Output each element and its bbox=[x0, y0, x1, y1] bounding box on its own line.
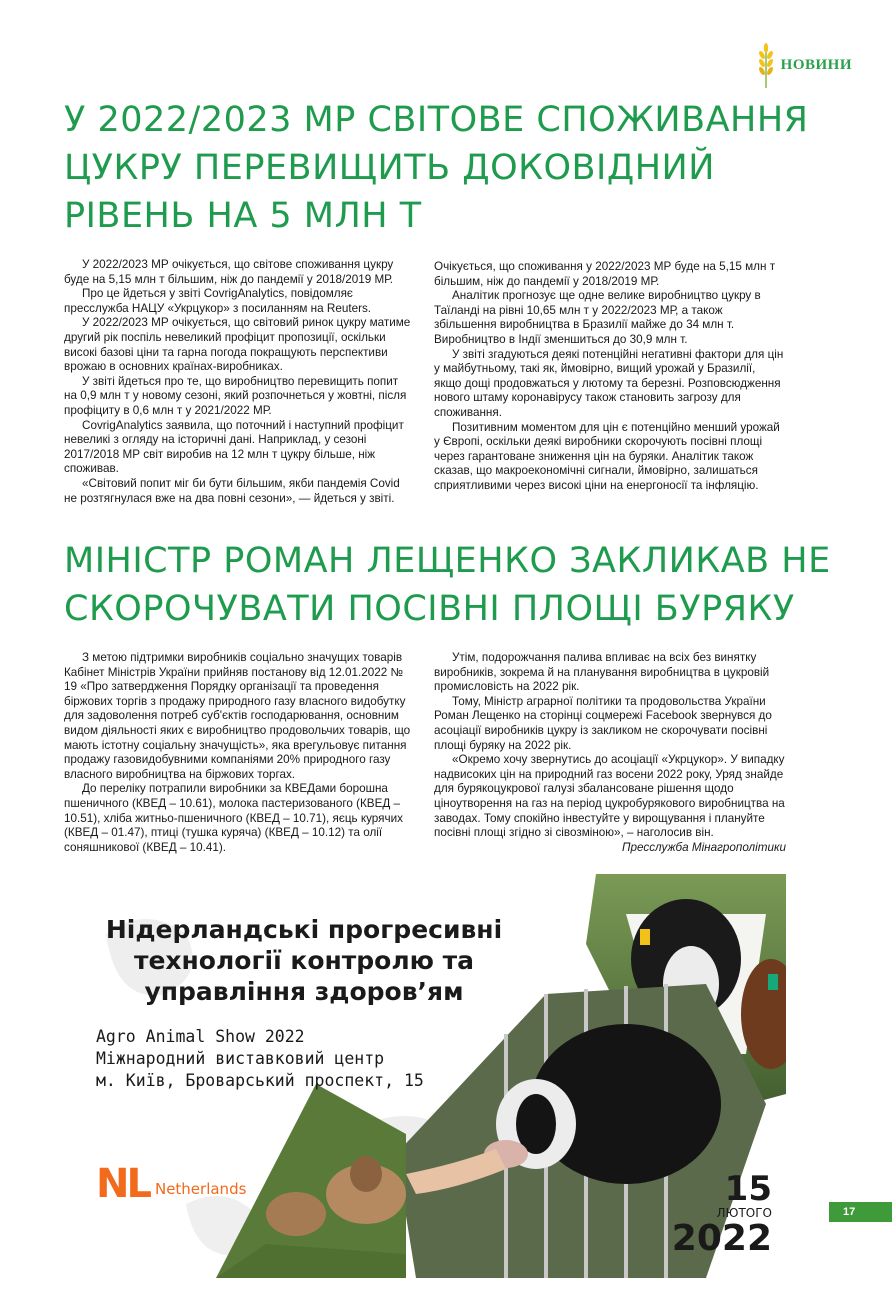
paragraph: Позитивним моментом для цін є потенційно менший урожай у Європі, оскільки деякі виробники скорочують посівні площі через гарантоване зниження цін на буряки. Аналітик також сказав, що макроекономічні сигнали, ймовірно, залишаться сприятливими через високі ціни на енергоносії та інфляцію. bbox=[434, 420, 780, 492]
advertisement-banner bbox=[66, 874, 786, 1278]
paragraph: У звіті йдеться про те, що виробництво перевищить попит на 0,9 млн т у новому сезоні, який розпочнеться у жовтні, після профіциту в 0,6 млн т у 2021/2022 МР. bbox=[64, 374, 407, 417]
paragraph: Утім, подорожчання палива впливає на всіх без винятку виробників, зокрема й на планування виробництва в цукровій промисловість на 2022 рік. bbox=[434, 651, 770, 694]
event-date-month: ЛЮТОГО bbox=[716, 1206, 772, 1220]
ad-title: Нідерландські прогресивні технології контролю та управління здоров’ям bbox=[105, 915, 503, 1006]
paragraph: CovrigAnalytics заявила, що поточний і наступний профіцит невеликі з огляду на історичні дані. Наприклад, у сезоні 2017/2018 МР світ виробив на 12 млн т цукру більше, ніж споживав. bbox=[64, 418, 404, 476]
paragraph: Очікується, що споживання у 2022/2023 МР буде на 5,15 млн т більшим, ніж до пандемії у 2018/2019 МР. bbox=[434, 260, 776, 288]
paragraph: У звіті згадуються деякі потенційні негативні фактори для цін у майбутньому, такі як, ймовірно, вищий урожай у Бразилії, якщо дощі продовжаться у лютому та березні. Розповсюдження нового штаму коронавірусу також становить загрозу для споживання. bbox=[434, 347, 784, 419]
article-1-title: У 2022/2023 МР СВІТОВЕ СПОЖИВАННЯ ЦУКРУ ПЕРЕВИЩИТЬ ДОКОВІДНИЙ РІВЕНЬ НА 5 МЛН Т bbox=[64, 100, 809, 236]
ad-event-name: Agro Animal Show 2022 bbox=[96, 1027, 305, 1046]
paragraph: Аналітик прогнозує ще одне велике виробництво цукру в Таїланді на рівні 10,65 млн т у 2022/2023 МР, а також збільшення виробництва в Бразилії майже до 34 млн т. Виробництво в Індії зменшиться до 30,9 млн т. bbox=[434, 289, 761, 346]
nl-logo-text: Netherlands bbox=[154, 1180, 247, 1198]
article-2-column-left bbox=[64, 651, 411, 855]
paragraph: З метою підтримки виробників соціально значущих товарів Кабінет Міністрів України прийняв постанову від 12.01.2022 № 19 «Про затвердження Порядку організації та проведення біржових торгів з продажу природного газу власного видобутку для задоволення потреб суб'єктів господарювання, основним видом діяльності яких є виробництво продовольчих товарів, що мають істотну соціальну значущість», яка врегульовує питання продажу газовидобувними компаніями 20% природного газу власного виробництва на біржових торгах. bbox=[64, 651, 411, 781]
paragraph: «Світовий попит міг би бути більшим, якби пандемія Covid не розтягнулася вже на два повні сезони», — йдеться у звіті. bbox=[64, 476, 400, 505]
article-1-column-right bbox=[434, 260, 786, 494]
ad-event-address: м. Київ, Броварський проспект, 15 bbox=[96, 1071, 424, 1090]
event-date bbox=[660, 1169, 772, 1259]
article-2-column-right bbox=[434, 651, 786, 855]
article-2-title: МІНІСТР РОМАН ЛЕЩЕНКО ЗАКЛИКАВ НЕ СКОРОЧУВАТИ ПОСІВНІ ПЛОЩІ БУРЯКУ bbox=[64, 541, 831, 629]
ad-event-venue: Міжнародний виставковий центр bbox=[96, 1049, 385, 1068]
paragraph: До переліку потрапили виробники за КВЕДами борошна пшеничного (КВЕД – 10.61), молока пастеризованого (КВЕД – 10.51), хліба житньо-пшеничного (КВЕД – 10.71), яєць курячих (КВЕД – 01.47), птиці (тушка куряча) (КВЕД – 10.12) та олії соняшникової (КВЕД – 10.41). bbox=[64, 782, 403, 854]
press-credit: Пресслужба Мінагрополітики bbox=[622, 840, 786, 854]
page-number: 17 bbox=[829, 1202, 892, 1222]
paragraph: Про це йдеться у звіті CovrigAnalytics, повідомляє пресслужба НАЦУ «Укрцукор» з посиланням на Reuters. bbox=[64, 287, 372, 315]
section-label: НОВИНИ bbox=[780, 56, 852, 73]
paragraph: «Окремо хочу звернутись до асоціації «Укрцукор». У випадку надвисоких цін на природний газ восени 2022 року, Уряд знайде для бурякоцукрової галузі збалансоване рішення щодо ціноутворення на газ на період цукробурякового виробництва на заводах. Тому спокійно інвестуйте у вирощування і плануйте посівні площі згідно зі сівозміною», – наголосив він. bbox=[434, 753, 785, 840]
paragraph: Тому, Міністр аграрної політики та продовольства України Роман Лещенко на сторінці соцмережі Facebook звернувся до асоціації виробників цукру із закликом не скорочувати посівні площі буряку на 2022 рік. bbox=[434, 694, 772, 752]
section-tag bbox=[755, 42, 852, 88]
paragraph: У 2022/2023 МР очікується, що світове споживання цукру буде на 5,15 млн т більшим, ніж до пандемії у 2018/2019 МР. bbox=[64, 258, 394, 286]
ad-event-info bbox=[96, 1026, 424, 1092]
netherlands-logo bbox=[96, 1161, 247, 1207]
event-date-day: 15 bbox=[724, 1169, 772, 1209]
wheat-icon bbox=[755, 42, 777, 88]
event-date-year: 2022 bbox=[671, 1218, 772, 1259]
article-1-column-left bbox=[64, 258, 411, 506]
nl-logo-mark: NL bbox=[96, 1161, 149, 1207]
paragraph: У 2022/2023 МР очікується, що світовий ринок цукру матиме другий рік поспіль невеликий профіцит пропозиції, оскільки високі базові ціни та гарна погода покращують перспективи врожаю в основних країнах-виробниках. bbox=[64, 316, 411, 374]
